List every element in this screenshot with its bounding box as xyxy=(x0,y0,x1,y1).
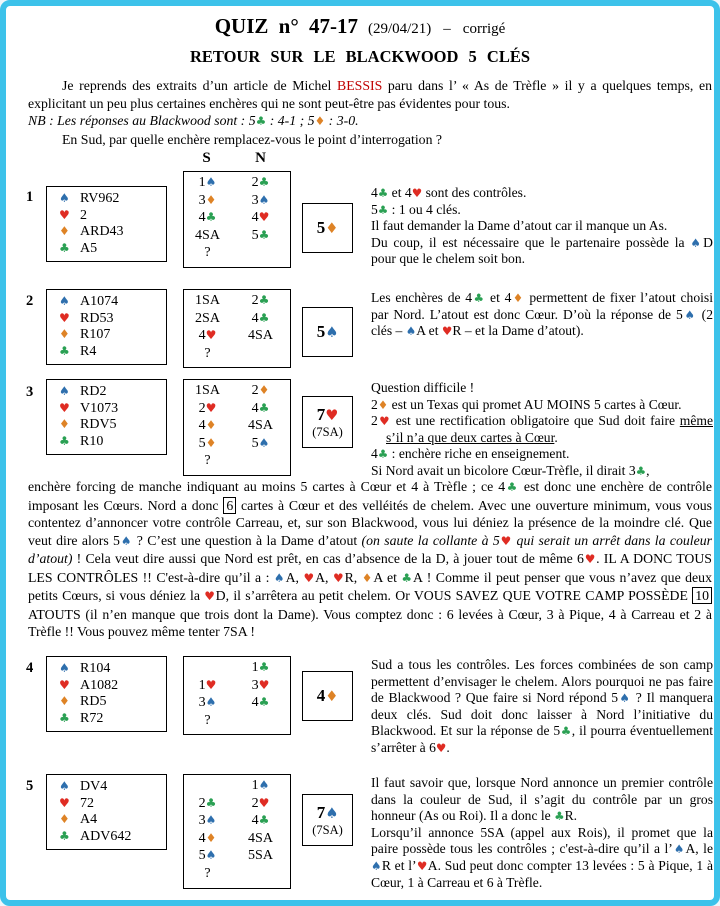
answer-bid: 4♦ xyxy=(316,686,339,705)
heart-icon: ♥ xyxy=(59,207,70,222)
bid-row xyxy=(184,831,290,849)
hand-row-spades xyxy=(59,661,162,678)
bid-row xyxy=(184,695,290,713)
spade-icon: ♠ xyxy=(672,842,686,857)
club-icon: ♣ xyxy=(59,828,70,843)
hand-box xyxy=(46,289,167,365)
bidding-box xyxy=(183,774,291,889)
bid-row xyxy=(184,311,290,329)
club-icon: ♣ xyxy=(258,175,270,189)
page-title xyxy=(6,14,714,39)
hand-box xyxy=(46,186,167,262)
commentary xyxy=(371,380,713,480)
hand-box xyxy=(46,656,167,732)
heart-icon: ♥ xyxy=(59,795,70,810)
commentary-paragraph: 4♣ et 4♥ sont des contrôles. xyxy=(371,185,527,200)
club-icon: ♣ xyxy=(59,343,70,358)
north-bid: 4♣ xyxy=(251,695,270,711)
bid-row xyxy=(184,328,290,346)
south-bid: 4♦ xyxy=(198,418,217,434)
diamond-icon: ♦ xyxy=(59,224,70,239)
south-bid: 1SA xyxy=(195,383,220,398)
south-bid: ? xyxy=(204,245,211,261)
commentary xyxy=(371,657,713,757)
bid-row xyxy=(184,660,290,678)
hand-row-diamonds xyxy=(59,694,162,711)
hand-box xyxy=(46,379,167,455)
hand-cards: DV4 xyxy=(80,779,108,794)
diamond-icon: ♦ xyxy=(361,570,374,585)
diamond-icon: ♦ xyxy=(258,383,270,397)
hand-row-clubs xyxy=(59,434,162,451)
diamond-icon: ♦ xyxy=(59,812,70,827)
club-icon: ♣ xyxy=(560,724,572,739)
hand-row-clubs xyxy=(59,344,162,361)
hand-cards: RD2 xyxy=(80,384,107,399)
heart-icon: ♥ xyxy=(205,328,217,343)
bid-row xyxy=(184,813,290,831)
heart-icon: ♥ xyxy=(303,570,316,585)
spade-icon: ♠ xyxy=(258,778,270,792)
club-icon: ♣ xyxy=(401,570,414,585)
hand-cards: A4 xyxy=(80,812,98,828)
heart-icon: ♥ xyxy=(435,740,447,755)
problem-number: 1 xyxy=(26,189,34,205)
commentary-paragraph: 4♣ : enchère riche en enseignement. xyxy=(371,446,570,462)
hand-row-diamonds xyxy=(59,812,162,829)
hand-cards: 72 xyxy=(80,795,94,811)
club-icon: ♣ xyxy=(258,310,270,325)
hand-cards: R107 xyxy=(80,327,111,343)
problem-number: 2 xyxy=(26,293,34,309)
diamond-icon: ♦ xyxy=(325,220,339,237)
club-icon: ♣ xyxy=(258,400,270,415)
bid-row xyxy=(184,293,290,311)
page-subtitle: RETOUR SUR LE BLACKWOOD 5 CLÉS xyxy=(189,47,531,66)
north-bid: 5SA xyxy=(248,848,273,864)
spade-icon: ♠ xyxy=(371,858,382,873)
club-icon: ♣ xyxy=(205,210,217,225)
club-icon: ♣ xyxy=(59,710,70,725)
bid-row xyxy=(184,245,290,263)
heart-icon: ♥ xyxy=(332,570,345,585)
heart-icon: ♥ xyxy=(59,400,70,415)
south-bid: 4♥ xyxy=(198,328,217,344)
answer-box xyxy=(302,203,353,253)
problem-number: 5 xyxy=(26,778,34,794)
commentary-paragraph: Si Nord avait un bicolore Cœur-Trèfle, il dirait 3♣, xyxy=(371,462,650,478)
spade-icon: ♠ xyxy=(59,191,70,205)
nb-note: NB : Les réponses au Blackwood sont : 5♣ : 4-1 ; 5♦ : 3-0. xyxy=(28,113,359,129)
bidding-box xyxy=(183,379,291,476)
bid-row xyxy=(184,401,290,419)
bid-row xyxy=(184,866,290,884)
bid-row xyxy=(184,778,290,796)
hand-row-spades xyxy=(59,779,162,796)
hand-cards: A1082 xyxy=(80,677,119,693)
club-icon: ♣ xyxy=(258,227,270,242)
south-bid: 4♦ xyxy=(198,830,217,846)
continuation-paragraph: enchère forcing de manche indiquant au moins 5 cartes à Cœur et 4 à Trèfle ; ce 4♣ est donc une enchère de contrôle imposant les Cœurs. Nord a donc 6 cartes à Cœur et des velléités de chelem. Avec une ouverture minimum, vous vous contentez d’annoncer votre contrôle Carreau, et, sur son Blackwood, vous lui déniez la présence de la moindre clé. Que veut dire alors 5♠ ? C’est une question à la Dame d’atout (on saute la collante à 5♥ qui serait un arrêt dans la couleur d’atout) ! Cela veut dire aussi que Nord est prêt, en cas d’absence de la D, à jouer tout de même 6♥. IL A DONC TOUS LES CONTRÔLES !! C'est-à-dire qu’il a : ♠A, ♥A, ♥R, ♦A et ♣A ! Comme il peut penser que vous n’avez que deux petits Cœurs, si vous déniez la ♥D, il s’arrêtera au petit chelem. Or VOUS SAVEZ QUE VOTRE CAMP POSSÈDE 10 ATOUTS (il n’en manque que trois dont la Dame). Vous comptez donc : 6 levées à Cœur, 3 à Pique, 4 à Carreau et 2 à Trèfle !! Vous pouvez même tenter 7SA ! xyxy=(28,479,713,639)
club-icon: ♣ xyxy=(205,795,217,810)
commentary-paragraph: Il faut savoir que, lorsque Nord annonce un premier contrôle dans la couleur de Sud, il s’agit du contrôle par un gros honneur (As ou Roi). Il a donc le ♣R. xyxy=(371,775,713,824)
hand-cards: A5 xyxy=(80,240,98,256)
answer-bid: 5♦ xyxy=(316,218,339,237)
south-bid xyxy=(184,660,231,678)
hand-row-hearts xyxy=(59,401,162,418)
spade-icon: ♠ xyxy=(119,533,133,548)
south-bid: 4♣ xyxy=(198,210,217,226)
south-column-label: S xyxy=(202,150,211,166)
hand-row-clubs xyxy=(59,829,162,846)
south-bid: 2♣ xyxy=(198,795,217,811)
commentary-paragraph: Les enchères de 4♣ et 4♦ permettent de fixer l’atout choisi par Nord. L’atout est donc Cœur. D’où la réponse de 5♠ (2 clés – ♠A et ♥R – et la Dame d’atout). xyxy=(371,290,713,339)
quiz-corrige-label: corrigé xyxy=(462,21,506,37)
hand-row-diamonds xyxy=(59,417,162,434)
heart-icon: ♥ xyxy=(499,533,513,548)
south-bid: ? xyxy=(204,345,211,361)
spade-icon: ♠ xyxy=(59,779,70,793)
south-bid: 3♦ xyxy=(198,192,217,208)
spade-icon: ♠ xyxy=(258,435,270,450)
south-bid: 5♦ xyxy=(198,435,217,451)
spade-icon: ♠ xyxy=(405,324,417,339)
hand-cards: R104 xyxy=(80,661,111,676)
intro-paragraph: Je reprends des extraits d’un article de Michel BESSIS paru dans l’ « As de Trèfle » il y a quelques temps, en explicitant un peu plus certaines enchères qui ne sont peut-être pas évidentes pour tous. xyxy=(28,78,713,111)
bid-row xyxy=(184,175,290,193)
north-bid xyxy=(231,346,290,364)
hand-row-hearts xyxy=(59,678,162,695)
commentary xyxy=(371,775,713,891)
commentary-paragraph: Lorsqu’il annonce 5SA (appel aux Rois), il promet que la paire possède tous les contrôles ; c'est-à-dire qu’il a l’♠A, le ♠R et l’♥A. Sud peut donc compter 13 levées : 5 à Pique, 1 à Cœur, 1 à Carreau et 6 à Trèfle. xyxy=(371,824,713,890)
heart-icon: ♥ xyxy=(416,858,428,873)
south-bid: 3♠ xyxy=(198,695,217,711)
spade-icon: ♠ xyxy=(690,235,704,250)
south-bid: 4SA xyxy=(195,227,220,243)
bid-row xyxy=(184,453,290,471)
spade-icon: ♠ xyxy=(682,307,697,322)
commentary-paragraph: 2♥ est une rectification obligatoire que Sud doit faire même s’il n’a que deux cartes à Cœur. xyxy=(371,413,713,445)
club-icon: ♣ xyxy=(258,660,270,674)
bid-row xyxy=(184,346,290,364)
hand-row-clubs xyxy=(59,711,162,728)
south-bid xyxy=(184,778,231,796)
hand-box xyxy=(46,774,167,850)
spade-icon: ♠ xyxy=(205,848,217,863)
south-bid: 2SA xyxy=(195,310,220,326)
bid-row xyxy=(184,193,290,211)
north-bid: 2♣ xyxy=(251,175,270,190)
answer-box xyxy=(302,307,353,357)
spade-icon: ♠ xyxy=(205,695,217,710)
hand-cards: ARD43 xyxy=(80,224,124,240)
answer-bid: 7♥ xyxy=(316,405,339,424)
heart-icon: ♥ xyxy=(258,210,270,225)
north-bid: 3♠ xyxy=(251,192,270,208)
hand-row-spades xyxy=(59,294,162,311)
south-bid: 1SA xyxy=(195,293,220,308)
spade-icon: ♠ xyxy=(325,805,339,822)
bid-row xyxy=(184,210,290,228)
club-icon: ♣ xyxy=(377,447,389,462)
heart-icon: ♥ xyxy=(204,589,216,603)
diamond-icon: ♦ xyxy=(314,114,326,129)
north-bid: 4♣ xyxy=(251,813,270,829)
club-icon: ♣ xyxy=(554,809,565,824)
bidding-box xyxy=(183,171,291,268)
commentary-paragraph: Du coup, il est nécessaire que le partenaire possède la ♠D pour que le chelem soit bon. xyxy=(371,234,713,267)
north-bid: 1♠ xyxy=(251,778,270,793)
south-bid: 2♥ xyxy=(198,400,217,416)
heart-icon: ♥ xyxy=(377,414,391,429)
boxed-number: 6 xyxy=(223,497,236,514)
bid-row xyxy=(184,436,290,454)
hand-cards: R72 xyxy=(80,710,104,726)
south-bid: ? xyxy=(204,712,211,728)
heart-icon: ♥ xyxy=(325,407,339,424)
answer-bid: 7♠ xyxy=(316,803,339,822)
club-icon: ♣ xyxy=(59,240,70,255)
north-bid: 1♣ xyxy=(251,660,270,675)
intro-block xyxy=(28,77,712,148)
commentary-paragraph: 2♦ est un Texas qui promet AU MOINS 5 cartes à Cœur. xyxy=(371,396,682,412)
north-bid: 4♣ xyxy=(251,400,270,416)
hand-cards: R4 xyxy=(80,343,97,359)
north-bid xyxy=(231,453,290,471)
club-icon: ♣ xyxy=(258,813,270,828)
north-bid: 4SA xyxy=(248,830,273,846)
spade-icon: ♠ xyxy=(205,813,217,828)
question-line: En Sud, par quelle enchère remplacez-vous le point d’interrogation ? xyxy=(62,131,443,147)
north-column-label: N xyxy=(255,150,266,166)
spade-icon: ♠ xyxy=(59,661,70,675)
bidding-box xyxy=(183,289,291,368)
quiz-title-text: QUIZ n° 47-17 xyxy=(214,14,358,38)
spade-icon: ♠ xyxy=(59,384,70,398)
north-bid: 5♠ xyxy=(251,435,270,451)
north-bid xyxy=(231,713,290,731)
north-bid: 2♥ xyxy=(251,795,270,811)
commentary xyxy=(371,185,713,268)
spade-icon: ♠ xyxy=(325,324,339,341)
bid-row xyxy=(184,228,290,246)
diamond-icon: ♦ xyxy=(59,327,70,342)
diamond-icon: ♦ xyxy=(325,688,339,705)
quiz-date: (29/04/21) xyxy=(367,21,432,37)
hand-cards: A1074 xyxy=(80,294,119,309)
spade-icon: ♠ xyxy=(618,691,632,706)
hand-row-hearts xyxy=(59,311,162,328)
bid-row xyxy=(184,848,290,866)
hand-cards: RV962 xyxy=(80,191,120,206)
problem-number: 3 xyxy=(26,384,34,400)
bid-row xyxy=(184,418,290,436)
title-dash: – xyxy=(443,21,451,37)
hand-cards: V1073 xyxy=(80,400,119,416)
hand-row-hearts xyxy=(59,796,162,813)
hand-row-diamonds xyxy=(59,224,162,241)
answer-bid: 5♠ xyxy=(316,322,339,341)
heart-icon: ♥ xyxy=(441,324,453,339)
club-icon: ♣ xyxy=(377,202,389,217)
spade-icon: ♠ xyxy=(273,570,286,585)
hand-cards: RD5 xyxy=(80,694,107,710)
hand-row-hearts xyxy=(59,208,162,225)
north-bid: 4♣ xyxy=(251,310,270,326)
bid-row xyxy=(184,796,290,814)
commentary-paragraph: 5♣ : 1 ou 4 clés. xyxy=(371,201,461,217)
problem-number: 4 xyxy=(26,660,34,676)
hand-cards: RD53 xyxy=(80,310,114,326)
north-bid: 4SA xyxy=(248,418,273,434)
diamond-icon: ♦ xyxy=(205,418,217,433)
commentary-paragraph: Il faut demander la Dame d’atout car il manque un As. xyxy=(371,218,668,234)
spade-icon: ♠ xyxy=(205,175,217,189)
club-icon: ♣ xyxy=(472,291,486,305)
diamond-icon: ♦ xyxy=(377,397,389,412)
heart-icon: ♥ xyxy=(59,677,70,692)
club-icon: ♣ xyxy=(255,114,267,129)
heart-icon: ♥ xyxy=(258,795,270,810)
south-bid: 5♠ xyxy=(198,848,217,864)
north-bid xyxy=(231,245,290,263)
club-icon: ♣ xyxy=(258,695,270,710)
bidding-box xyxy=(183,656,291,735)
heart-icon: ♥ xyxy=(258,677,270,692)
heart-icon: ♥ xyxy=(59,310,70,325)
hand-row-spades xyxy=(59,384,162,401)
bidding-columns-header xyxy=(183,150,291,167)
hand-cards: RDV5 xyxy=(80,417,117,433)
commentary xyxy=(371,290,713,340)
club-icon: ♣ xyxy=(59,433,70,448)
answer-box xyxy=(302,794,353,846)
bid-row xyxy=(184,678,290,696)
hand-cards: 2 xyxy=(80,207,87,223)
diamond-icon: ♦ xyxy=(59,694,70,709)
diamond-icon: ♦ xyxy=(511,291,525,305)
diamond-icon: ♦ xyxy=(59,417,70,432)
north-bid: 4SA xyxy=(248,328,273,344)
diamond-icon: ♦ xyxy=(205,192,217,207)
north-bid xyxy=(231,866,290,884)
north-bid: 3♥ xyxy=(251,677,270,693)
diamond-icon: ♦ xyxy=(205,435,217,450)
bid-row xyxy=(184,383,290,401)
hand-row-spades xyxy=(59,191,162,208)
hand-row-diamonds xyxy=(59,327,162,344)
club-icon: ♣ xyxy=(377,186,389,200)
diamond-icon: ♦ xyxy=(205,830,217,845)
club-icon: ♣ xyxy=(505,480,519,494)
south-bid: 3♠ xyxy=(198,813,217,829)
answer-alt: (7SA) xyxy=(312,823,343,837)
commentary-paragraph: Sud a tous les contrôles. Les forces combinées de son camp permettent d’envisager le chelem. Alors pourquoi ne pas faire de Blackwood ? Que faire si Nord répond 5♠ ? Il manquera deux clés. Sud doit donc laisser à Nord l’initiative du Blackwood. Et sur la réponse de 5♣, il pourra éventuellement s’arrêter à 6♥. xyxy=(371,657,714,755)
heart-icon: ♥ xyxy=(205,677,217,692)
south-bid: ? xyxy=(204,453,211,469)
north-bid: 4♥ xyxy=(251,210,270,226)
boxed-number: 10 xyxy=(692,587,712,604)
north-bid: 2♣ xyxy=(251,293,270,308)
north-bid: 5♣ xyxy=(251,227,270,243)
club-icon: ♣ xyxy=(258,293,270,307)
heart-icon: ♥ xyxy=(205,400,217,415)
hand-row-clubs xyxy=(59,241,162,258)
heart-icon: ♥ xyxy=(411,186,423,200)
commentary-paragraph: Question difficile ! xyxy=(371,380,475,395)
spade-icon: ♠ xyxy=(59,294,70,308)
bid-row xyxy=(184,713,290,731)
spade-icon: ♠ xyxy=(258,192,270,207)
heart-icon: ♥ xyxy=(583,552,597,566)
hand-cards: R10 xyxy=(80,433,104,449)
south-bid: 1♥ xyxy=(198,677,217,693)
answer-alt: (7SA) xyxy=(312,425,343,439)
south-bid: ? xyxy=(204,865,211,881)
south-bid: 1♠ xyxy=(198,175,217,190)
answer-box xyxy=(302,671,353,721)
hand-cards: ADV642 xyxy=(80,828,132,844)
club-icon: ♣ xyxy=(635,463,647,478)
answer-box xyxy=(302,396,353,448)
north-bid: 2♦ xyxy=(251,383,270,398)
